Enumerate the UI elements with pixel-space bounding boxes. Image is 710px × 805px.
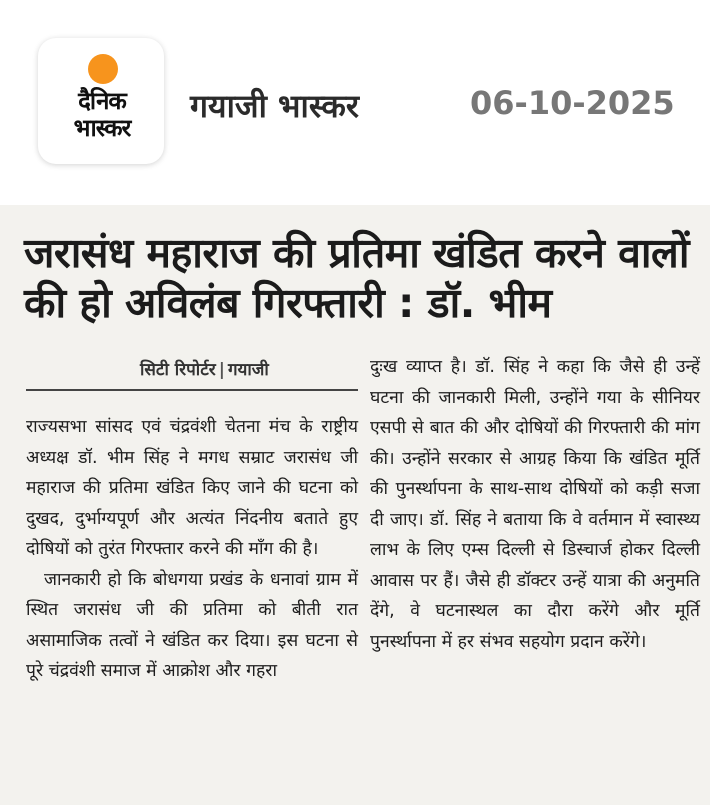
edition-date: 06-10-2025	[470, 84, 675, 122]
logo-line-1: दैनिक	[78, 87, 126, 115]
byline-separator: |	[218, 360, 225, 380]
article-column-left	[26, 412, 358, 687]
article-column-right	[370, 352, 700, 657]
sun-logo-icon	[88, 54, 118, 84]
logo-wordmark	[52, 88, 152, 142]
app-header	[0, 0, 710, 190]
byline-reporter: सिटी रिपोर्टर	[140, 360, 216, 380]
dainik-bhaskar-logo[interactable]	[38, 38, 164, 164]
article-headline: जरासंध महाराज की प्रतिमा खंडित करने वालों की हो अविलंब गिरफ्तारी : डॉ. भीम	[24, 229, 689, 327]
byline-city: गयाजी	[227, 360, 269, 380]
article-paragraph: राज्यसभा सांसद एवं चंद्रवंशी चेतना मंच के राष्ट्रीय अध्यक्ष डॉ. भीम सिंह ने मगध सम्राट जरासंध जी महाराज की प्रतिमा खंडित किए जाने की घटना को दुखद, दुर्भाग्यपूर्ण और अत्यंत निंदनीय बताते हुए दोषियों को तुरंत गिरफ्तार करने की माँग की है।	[26, 417, 358, 559]
article-paragraph: दुःख व्याप्त है। डॉ. सिंह ने कहा कि जैसे ही उन्हें घटना की जानकारी मिली, उन्होंने गया के सीनियर एसपी से बात की और दोषियों की गिरफ्तारी की मांग की। उन्होंने सरकार से आग्रह किया कि खंडित मूर्ति की पुनर्स्थापना के साथ-साथ दोषियों को कड़ी सजा दी जाए। डॉ. सिंह ने बताया कि वे वर्तमान में स्वास्थ्य लाभ के लिए एम्स दिल्ली से डिस्चार्ज होकर दिल्ली आवास पर हैं। जैसे ही डॉक्टर उन्हें यात्रा की अनुमति देंगे, वे घटनास्थल का दौरा करेंगे और मूर्ति पुनर्स्थापना में हर संभव सहयोग प्रदान करेंगे।	[370, 357, 700, 652]
edition-title: गयाजी भास्कर	[190, 87, 359, 125]
article-byline	[140, 357, 269, 380]
column-divider	[26, 389, 358, 391]
logo-line-2: भास्कर	[73, 114, 131, 142]
article-paragraph: जानकारी हो कि बोधगया प्रखंड के धनावां ग्राम में स्थित जरासंध जी की प्रतिमा को बीती रात असामाजिक तत्वों ने खंडित कर दिया। इस घटना से पूरे चंद्रवंशी समाज में आक्रोश और गहरा	[26, 569, 358, 681]
